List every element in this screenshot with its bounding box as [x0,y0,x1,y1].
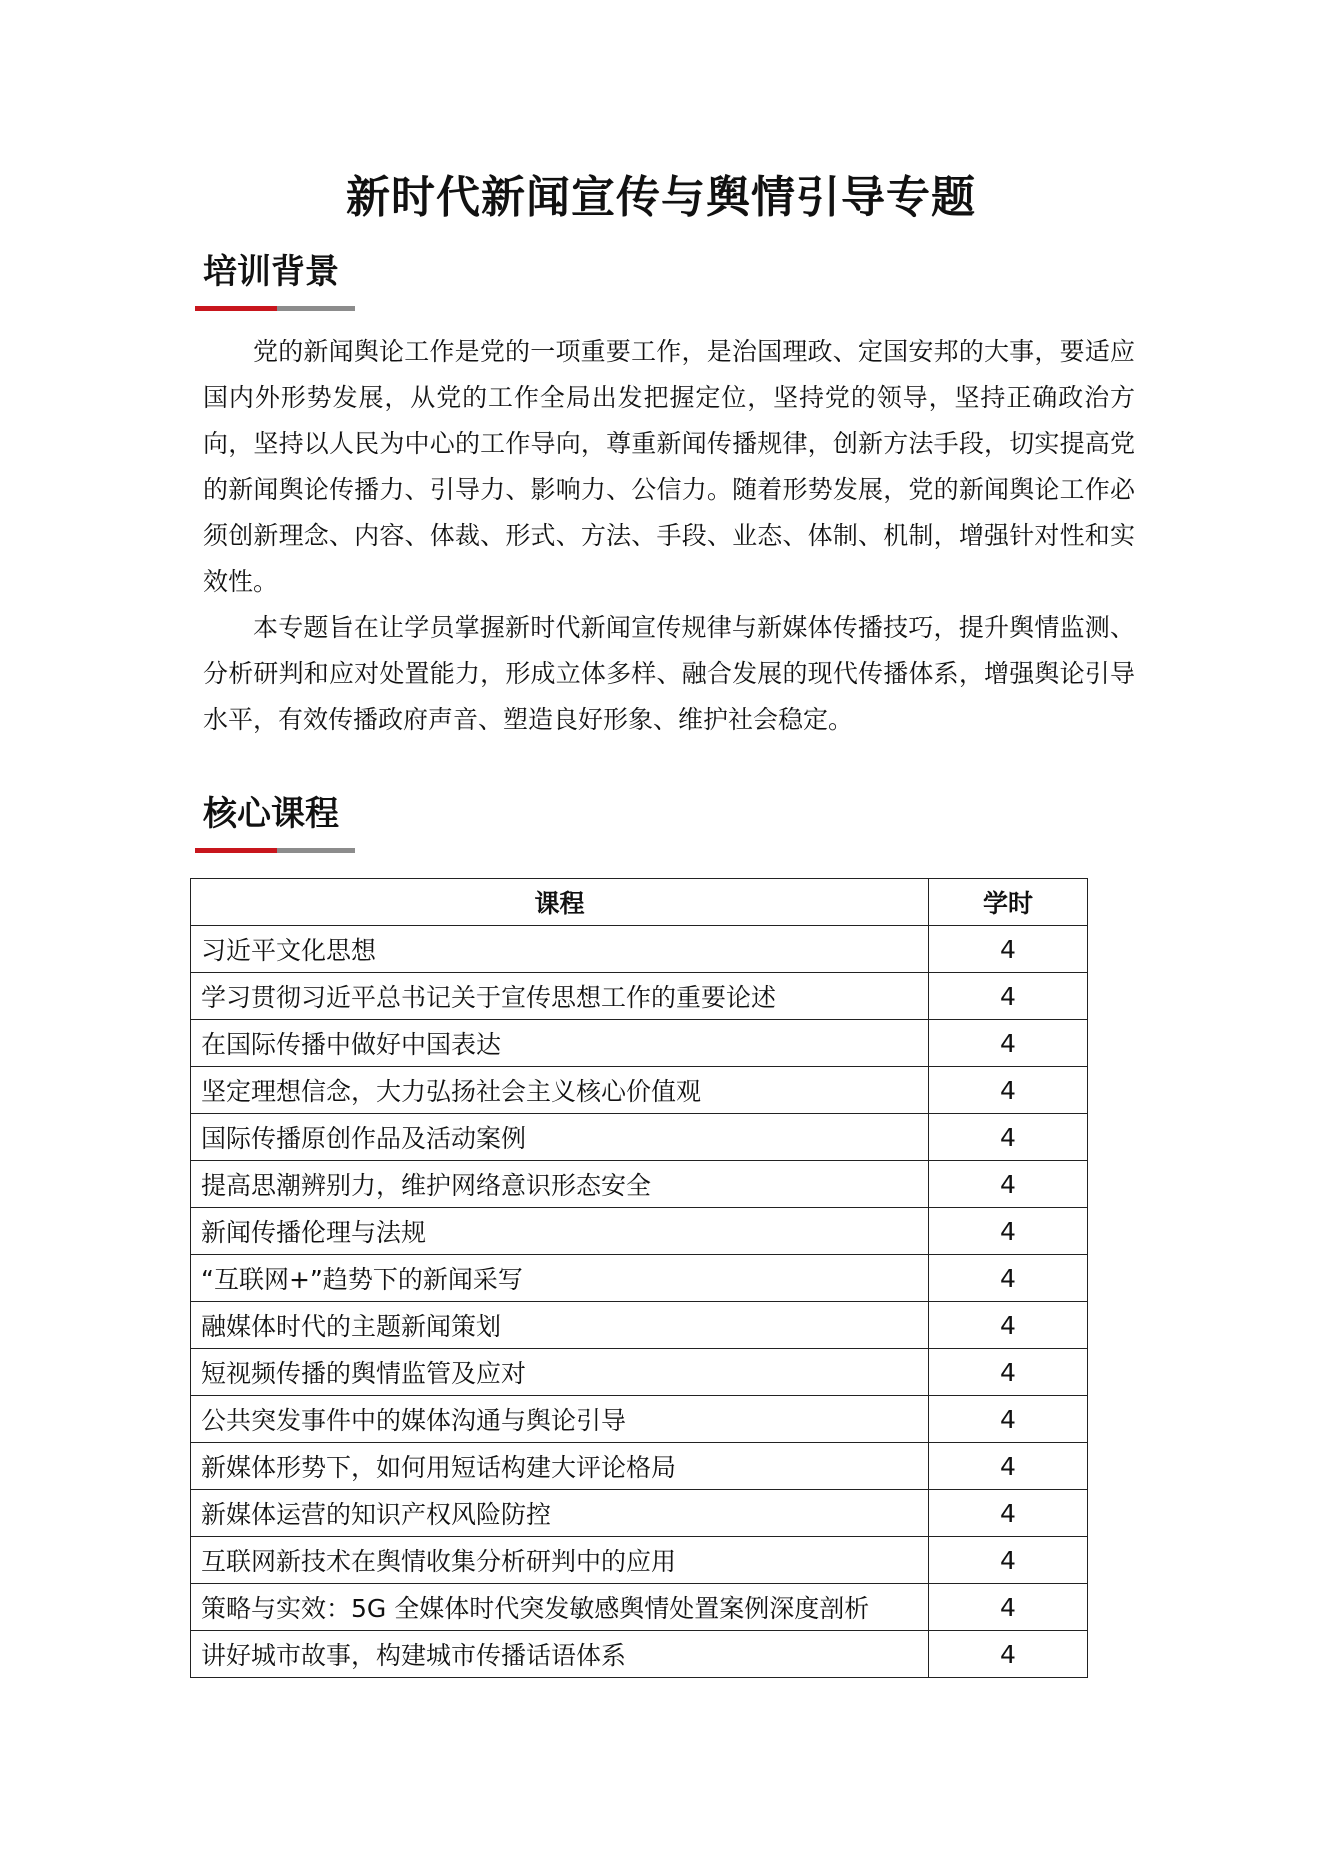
course-hours-cell: 4 [929,973,1088,1020]
course-name-cell: 互联网新技术在舆情收集分析研判中的应用 [191,1537,929,1584]
course-hours-cell: 4 [929,1631,1088,1678]
table-header-row [191,879,1088,926]
course-hours-cell: 4 [929,1349,1088,1396]
table-row [191,1396,1088,1443]
table-row [191,1302,1088,1349]
underline-red-segment [195,306,277,311]
course-hours-cell: 4 [929,1161,1088,1208]
background-paragraph: 本专题旨在让学员掌握新时代新闻宣传规律与新媒体传播技巧，提升舆情监测、分析研判和应对处置能力，形成立体多样、融合发展的现代传播体系，增强舆论引导水平，有效传播政府声音、塑造良好形象、维护社会稳定。 [203,613,1135,734]
column-header-hours: 学时 [929,879,1088,926]
course-name-cell: 国际传播原创作品及活动案例 [191,1114,929,1161]
underline-gray-segment [277,306,355,311]
table-row [191,1443,1088,1490]
column-header-course: 课程 [191,879,929,926]
table-row [191,973,1088,1020]
underline-gray-segment [277,848,355,853]
course-hours-cell: 4 [929,1490,1088,1537]
course-name-cell: 新闻传播伦理与法规 [191,1208,929,1255]
table-row [191,1255,1088,1302]
course-name-cell: 习近平文化思想 [191,926,929,973]
course-name-cell: 新媒体运营的知识产权风险防控 [191,1490,929,1537]
table-row [191,1161,1088,1208]
course-hours-cell: 4 [929,1020,1088,1067]
course-name-cell: 新媒体形势下，如何用短话构建大评论格局 [191,1443,929,1490]
course-hours-cell: 4 [929,1255,1088,1302]
background-section [195,248,1135,743]
underline-red-segment [195,848,277,853]
course-name-cell: 公共突发事件中的媒体沟通与舆论引导 [191,1396,929,1443]
course-name-cell: 策略与实效：5G 全媒体时代突发敏感舆情处置案例深度剖析 [191,1584,929,1631]
background-heading-underline [195,306,355,311]
table-row [191,1631,1088,1678]
background-body [195,329,1135,743]
table-row [191,1067,1088,1114]
course-hours-cell: 4 [929,1396,1088,1443]
course-hours-cell: 4 [929,1302,1088,1349]
course-hours-cell: 4 [929,1114,1088,1161]
course-hours-cell: 4 [929,1067,1088,1114]
course-name-cell: 讲好城市故事，构建城市传播话语体系 [191,1631,929,1678]
table-row [191,926,1088,973]
course-hours-cell: 4 [929,1537,1088,1584]
course-name-cell: 坚定理想信念，大力弘扬社会主义核心价值观 [191,1067,929,1114]
course-name-cell: 学习贯彻习近平总书记关于宣传思想工作的重要论述 [191,973,929,1020]
course-hours-cell: 4 [929,1443,1088,1490]
courses-section [195,790,1135,853]
table-row [191,1020,1088,1067]
course-name-cell: 短视频传播的舆情监管及应对 [191,1349,929,1396]
course-name-cell: “互联网+”趋势下的新闻采写 [191,1255,929,1302]
course-hours-cell: 4 [929,1584,1088,1631]
course-name-cell: 提高思潮辨别力，维护网络意识形态安全 [191,1161,929,1208]
table-row [191,1208,1088,1255]
background-heading: 培训背景 [203,252,339,292]
course-hours-cell: 4 [929,1208,1088,1255]
course-name-cell: 融媒体时代的主题新闻策划 [191,1302,929,1349]
document-title: 新时代新闻宣传与舆情引导专题 [346,172,976,223]
table-row [191,1349,1088,1396]
table-row [191,1584,1088,1631]
table-row [191,1114,1088,1161]
background-paragraph: 党的新闻舆论工作是党的一项重要工作，是治国理政、定国安邦的大事，要适应国内外形势发展，从党的工作全局出发把握定位，坚持党的领导，坚持正确政治方向，坚持以人民为中心的工作导向，尊重新闻传播规律，创新方法手段，切实提高党的新闻舆论传播力、引导力、影响力、公信力。随着形势发展，党的新闻舆论工作必须创新理念、内容、体裁、形式、方法、手段、业态、体制、机制，增强针对性和实效性。 [203,337,1135,596]
course-hours-cell: 4 [929,926,1088,973]
table-body [191,926,1088,1678]
courses-heading: 核心课程 [203,794,339,834]
table-row [191,1537,1088,1584]
course-name-cell: 在国际传播中做好中国表达 [191,1020,929,1067]
table-row [191,1490,1088,1537]
courses-heading-underline [195,848,355,853]
courses-table [190,878,1088,1678]
